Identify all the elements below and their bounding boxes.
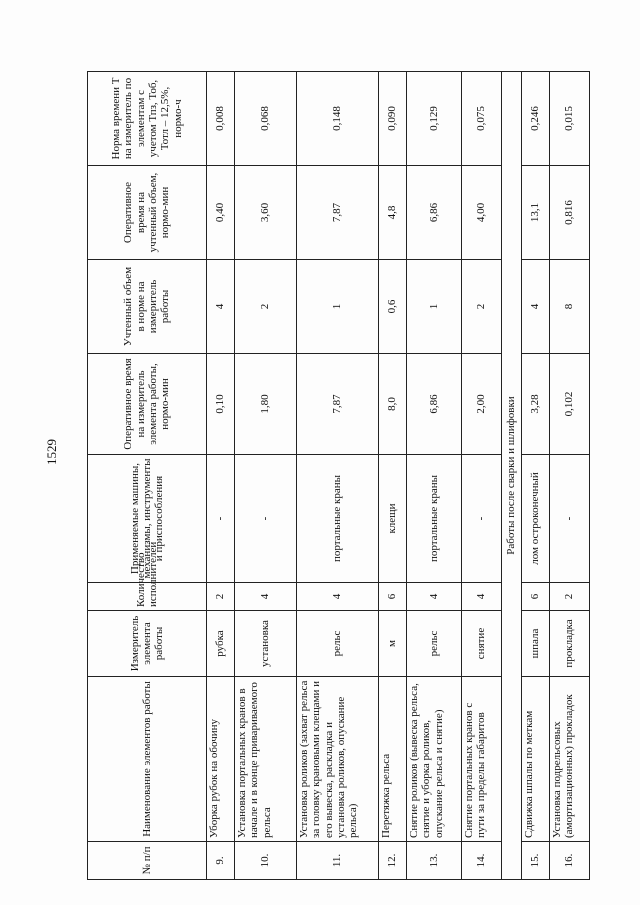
cell-op-time: 7,87 xyxy=(297,354,379,455)
cell-meter: рельс xyxy=(297,611,379,677)
cell-name: Снятие роликов (вывеска рельса, снятие и уборка роликов, опускание рельса и снятие) xyxy=(407,677,462,842)
rotated-table-sheet xyxy=(87,72,576,880)
cell-volume: 2 xyxy=(235,260,297,354)
cell-workers: 6 xyxy=(522,583,550,611)
cell-norm: 0,090 xyxy=(379,72,407,166)
cell-tools: клещи xyxy=(379,455,407,583)
cell-norm: 0,148 xyxy=(297,72,379,166)
header-op-time: Оперативное время на измеритель элемента работы, нормо-мин xyxy=(88,354,207,455)
cell-volume: 1 xyxy=(407,260,462,354)
cell-name: Перетяжка рельса xyxy=(379,677,407,842)
cell-volume: 0,6 xyxy=(379,260,407,354)
cell-op-volume: 6,86 xyxy=(407,166,462,260)
cell-workers: 4 xyxy=(462,583,502,611)
cell-op-time: 0,102 xyxy=(550,354,590,455)
cell-workers: 2 xyxy=(207,583,235,611)
header-no: № п/п xyxy=(88,842,207,880)
header-tools: Применяемые машины, механизмы, инструменты и приспособления xyxy=(88,455,207,583)
section-title: Работы после сварки и шлифовки xyxy=(502,72,522,880)
table-row xyxy=(550,72,590,880)
cell-norm: 0,008 xyxy=(207,72,235,166)
cell-tools: - xyxy=(462,455,502,583)
cell-no: 16. xyxy=(550,842,590,880)
table-row xyxy=(235,72,297,880)
cell-volume: 4 xyxy=(522,260,550,354)
cell-volume: 4 xyxy=(207,260,235,354)
cell-name: Уборка рубок на обочину xyxy=(207,677,235,842)
cell-norm: 0,075 xyxy=(462,72,502,166)
cell-name: Сдвижка шпалы по меткам xyxy=(522,677,550,842)
cell-tools: портальные краны xyxy=(297,455,379,583)
cell-meter: шпала xyxy=(522,611,550,677)
cell-op-volume: 7,87 xyxy=(297,166,379,260)
cell-op-volume: 13,1 xyxy=(522,166,550,260)
header-volume: Учтенный объем в норме на измеритель работы xyxy=(88,260,207,354)
header-norm: Норма времени Т на измеритель по элементам с учетом Тпз, Тоб, Тотл – 12,5%, нормо-ч xyxy=(88,72,207,166)
cell-op-time: 2,00 xyxy=(462,354,502,455)
cell-op-time: 8,0 xyxy=(379,354,407,455)
cell-volume: 8 xyxy=(550,260,590,354)
cell-norm: 0,129 xyxy=(407,72,462,166)
cell-op-time: 0,10 xyxy=(207,354,235,455)
header-workers: Количество исполнителей xyxy=(88,583,207,611)
cell-norm: 0,015 xyxy=(550,72,590,166)
cell-norm: 0,068 xyxy=(235,72,297,166)
cell-op-volume: 0,816 xyxy=(550,166,590,260)
cell-workers: 2 xyxy=(550,583,590,611)
header-op-volume: Оперативное время на учтенный объем, нормо-мин xyxy=(88,166,207,260)
cell-no: 12. xyxy=(379,842,407,880)
cell-tools: - xyxy=(235,455,297,583)
cell-name: Снятие портальных кранов с пути за пределы габаритов xyxy=(462,677,502,842)
cell-volume: 1 xyxy=(297,260,379,354)
table-row xyxy=(379,72,407,880)
cell-meter: м xyxy=(379,611,407,677)
cell-tools: - xyxy=(550,455,590,583)
cell-meter: рубка xyxy=(207,611,235,677)
cell-meter: рельс xyxy=(407,611,462,677)
norms-table xyxy=(87,71,590,880)
cell-no: 11. xyxy=(297,842,379,880)
cell-volume: 2 xyxy=(462,260,502,354)
cell-name: Установка роликов (захват рельса за головку крановыми клещами и его вывеска, раскладка и установка роликов, опускание рельса) xyxy=(297,677,379,842)
table-row xyxy=(407,72,462,880)
cell-meter: снятие xyxy=(462,611,502,677)
cell-no: 9. xyxy=(207,842,235,880)
cell-no: 15. xyxy=(522,842,550,880)
cell-norm: 0,246 xyxy=(522,72,550,166)
cell-tools: портальные краны xyxy=(407,455,462,583)
cell-workers: 6 xyxy=(379,583,407,611)
cell-op-time: 1,80 xyxy=(235,354,297,455)
table-row xyxy=(522,72,550,880)
header-meter: Измеритель элемента работы xyxy=(88,611,207,677)
cell-meter: установка xyxy=(235,611,297,677)
cell-name: Установка подрельсовых (амортизационных) прокладок xyxy=(550,677,590,842)
cell-no: 14. xyxy=(462,842,502,880)
table-row xyxy=(462,72,502,880)
cell-meter: прокладка xyxy=(550,611,590,677)
cell-op-volume: 4,00 xyxy=(462,166,502,260)
cell-name: Установка портальных кранов в начале и в конце привариваемого рельса xyxy=(235,677,297,842)
table-row xyxy=(207,72,235,880)
cell-workers: 4 xyxy=(235,583,297,611)
cell-workers: 4 xyxy=(407,583,462,611)
cell-tools: лом остроконечный xyxy=(522,455,550,583)
table-header-row xyxy=(88,72,207,880)
cell-op-volume: 0,40 xyxy=(207,166,235,260)
cell-op-time: 3,28 xyxy=(522,354,550,455)
cell-tools: - xyxy=(207,455,235,583)
cell-op-volume: 3,60 xyxy=(235,166,297,260)
cell-no: 13. xyxy=(407,842,462,880)
page-number: 1529 xyxy=(44,439,59,465)
table-row xyxy=(297,72,379,880)
cell-workers: 4 xyxy=(297,583,379,611)
header-name: Наименование элементов работы xyxy=(88,677,207,842)
cell-op-volume: 4,8 xyxy=(379,166,407,260)
cell-op-time: 6,86 xyxy=(407,354,462,455)
section-row xyxy=(502,72,522,880)
cell-no: 10. xyxy=(235,842,297,880)
